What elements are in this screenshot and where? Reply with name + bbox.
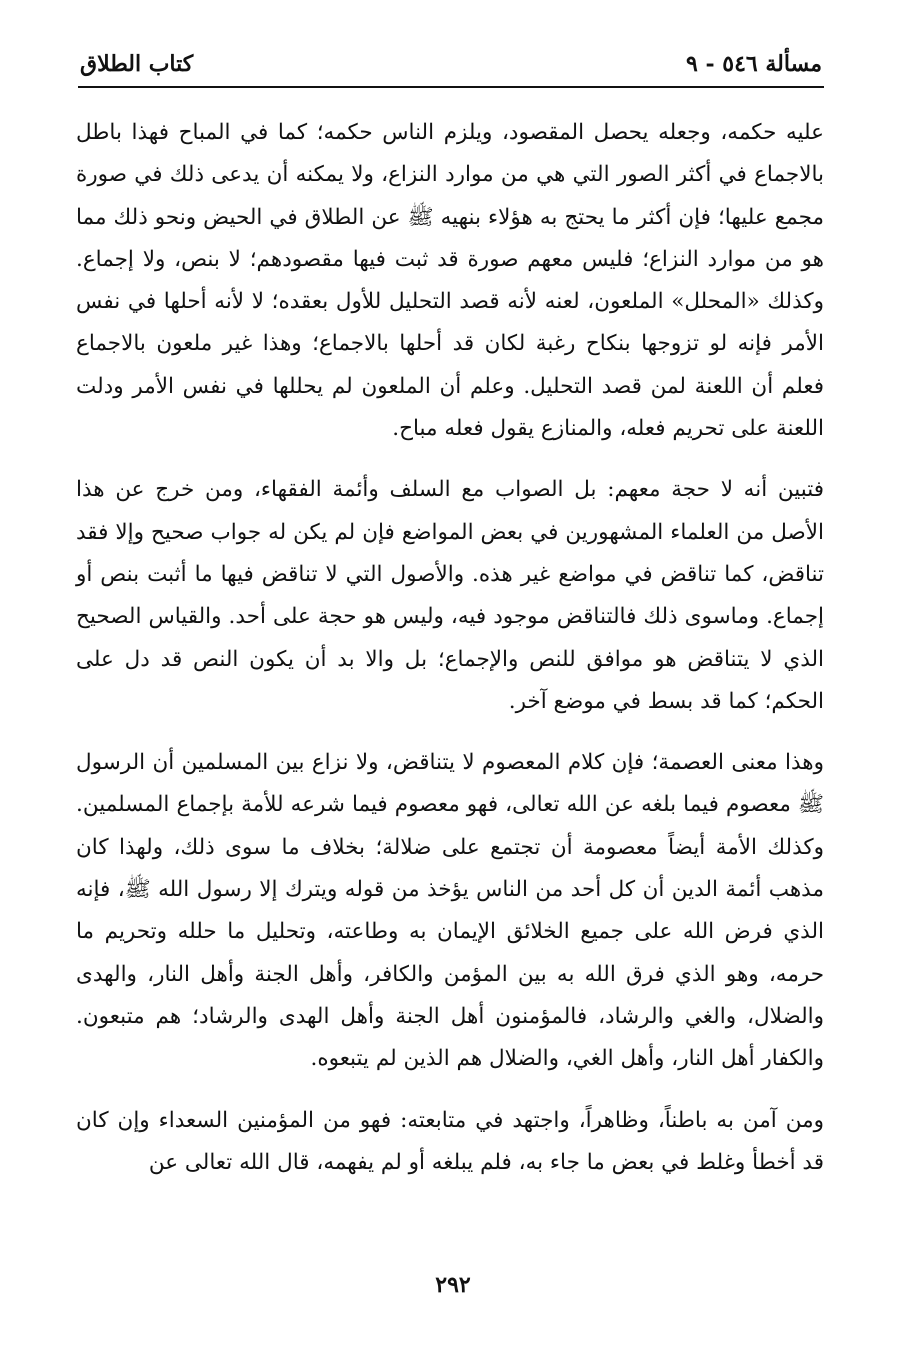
header-divider — [78, 86, 824, 88]
page-body — [76, 112, 824, 1184]
paragraph-1: عليه حكمه، وجعله يحصل المقصود، ويلزم الناس حكمه؛ كما في المباح فهذا باطل بالاجماع في أكثر الصور التي هي من موارد النزاع، ولا يمكنه أن يدعى ذلك في صورة مجمع عليها؛ فإن أكثر ما يحتج به هؤلاء بنهيه ﷺ عن الطلاق في الحيض ونحو ذلك مما هو من موارد النزاع؛ فليس معهم صورة قد ثبت فيها مقصودهم؛ لا بنص، ولا إجماع. وكذلك «المحلل» الملعون، لعنه لأنه قصد التحليل للأول بعقده؛ لا لأنه أحلها في نفس الأمر فإنه لو تزوجها بنكاح رغبة لكان قد أحلها بالاجماع؛ وهذا غير ملعون بالاجماع فعلم أن اللعنة لمن قصد التحليل. وعلم أن الملعون لم يحللها في نفس الأمر ودلت اللعنة على تحريم فعله، والمنازع يقول فعله مباح. — [76, 120, 824, 442]
page-header — [80, 44, 822, 84]
paragraph-3: وهذا معنى العصمة؛ فإن كلام المعصوم لا يتناقض، ولا نزاع بين المسلمين أن الرسول ﷺ معصوم فيما بلغه عن الله تعالى، فهو معصوم فيما شرعه للأمة بإجماع المسلمين. وكذلك الأمة أيضاً معصومة أن تجتمع على ضلالة؛ بخلاف ما سوى ذلك، ولهذا كان مذهب أئمة الدين أن كل أحد من الناس يؤخذ من قوله ويترك إلا رسول الله ﷺ، فإنه الذي فرض الله على جميع الخلائق الإيمان به وطاعته، وتحليل ما حلله وتحريم ما حرمه، وهو الذي فرق الله به بين المؤمن والكافر، وأهل الجنة وأهل النار، والهدى والضلال، والغي والرشاد، فالمؤمنون أهل الجنة وأهل الهدى والرشاد؛ هم متبعون. والكفار أهل النار، وأهل الغي، والضلال هم الذين لم يتبعوه. — [76, 750, 824, 1072]
issue-label: مسألة ٥٤٦ - ٩ — [685, 51, 822, 77]
paragraph-2: فتبين أنه لا حجة معهم: بل الصواب مع السلف وأئمة الفقهاء، ومن خرج عن هذا الأصل من العلماء المشهورين في بعض المواضع فإن لم يكن له جواب صحيح وإلا فقد تناقض، كما تناقض في مواضع غير هذه. والأصول التي لا تناقض فيها ما أثبت بنص أو إجماع. وماسوى ذلك فالتناقض موجود فيه، وليس هو حجة على أحد. والقياس الصحيح الذي لا يتناقض هو موافق للنص والإجماع؛ بل والا بد أن يكون النص قد دل على الحكم؛ كما قد بسط في موضع آخر. — [76, 477, 824, 714]
book-title: كتاب الطلاق — [80, 51, 194, 77]
page-number: ٢٩٢ — [435, 1272, 471, 1298]
paragraph-4: ومن آمن به باطناً، وظاهراً، واجتهد في متابعته: فهو من المؤمنين السعداء وإن كان قد أخطأ وغلط في بعض ما جاء به، فلم يبلغه أو لم يفهمه، قال الله تعالى عن — [76, 1107, 824, 1175]
